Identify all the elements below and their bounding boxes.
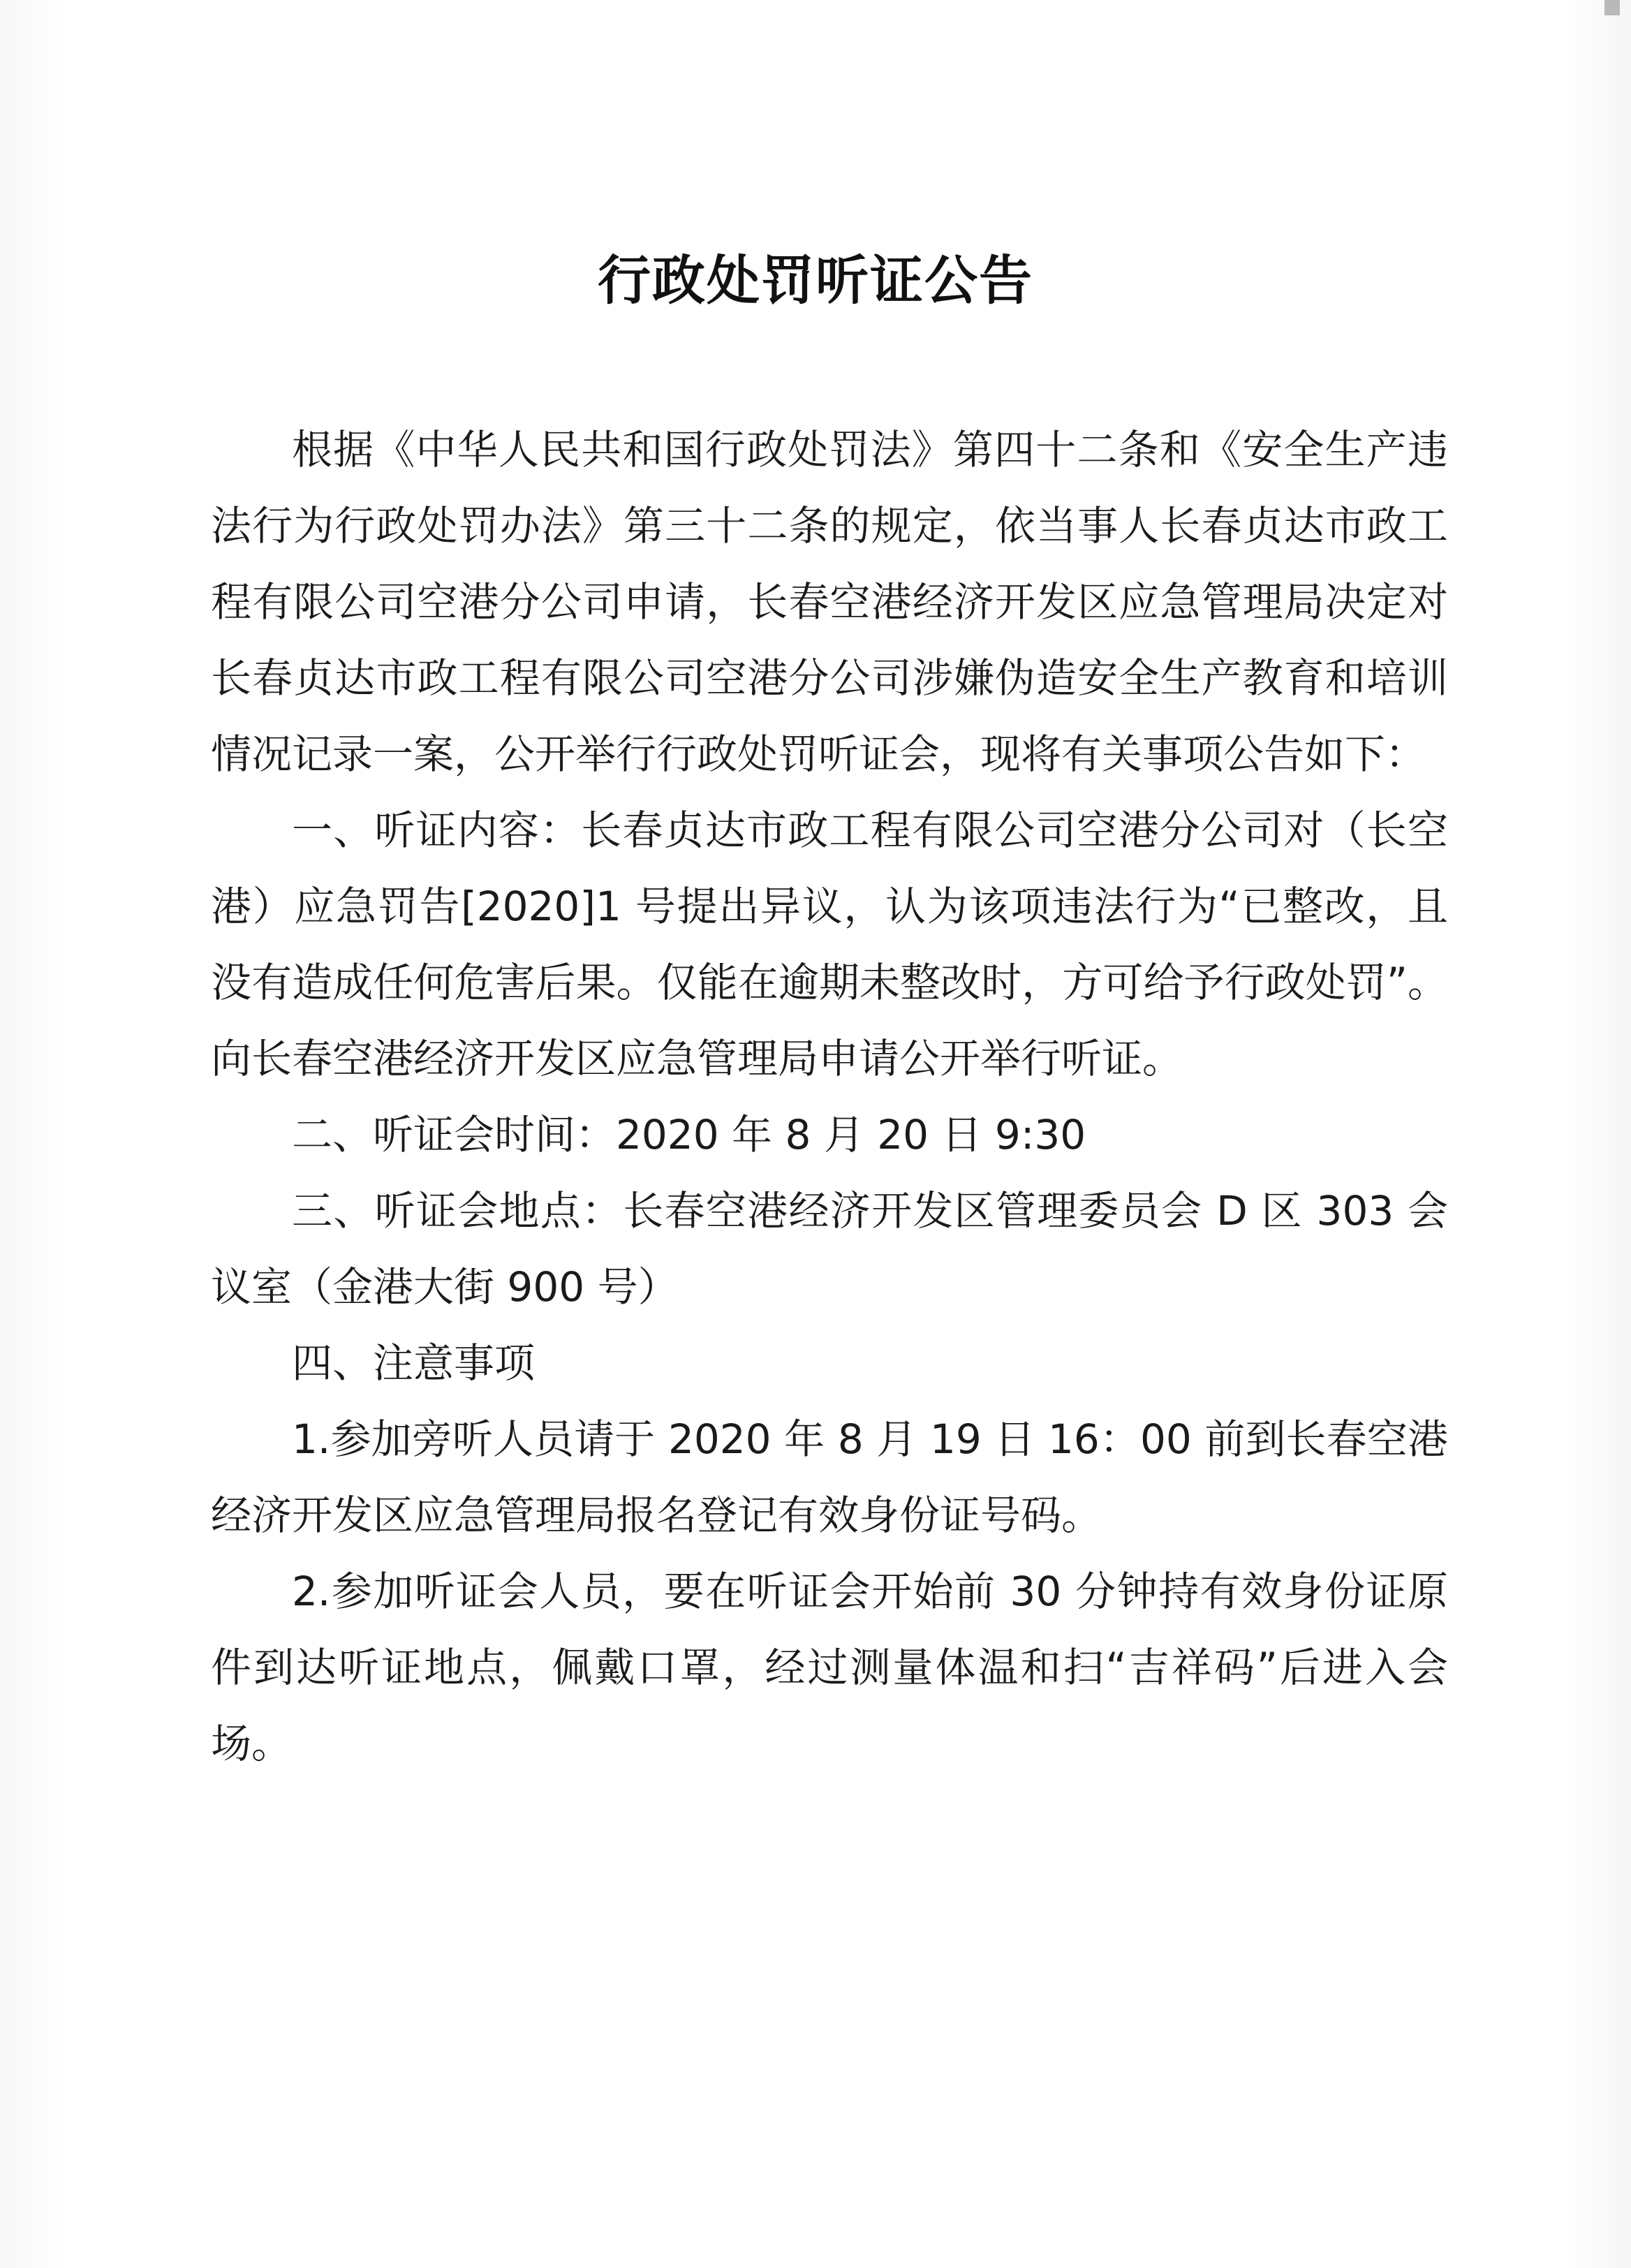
note-item-1: 1.参加旁听人员请于 2020 年 8 月 19 日 16：00 前到长春空港经济开发区应急管理局报名登记有效身份证号码。 xyxy=(211,1415,1448,1539)
hearing-content-paragraph: 一、听证内容：长春贞达市政工程有限公司空港分公司对（长空港）应急罚告[2020]1 号提出异议，认为该项违法行为“已整改，且没有造成任何危害后果。仅能在逾期未整改时，方可给予行政处罚”。向长春空港经济开发区应急管理局申请公开举行听证。 xyxy=(211,807,1448,1082)
hearing-time-paragraph: 二、听证会时间：2020 年 8 月 20 日 9:30 xyxy=(292,1111,1086,1158)
intro-paragraph: 根据《中华人民共和国行政处罚法》第四十二条和《安全生产违法行为行政处罚办法》第三十二条的规定，依当事人长春贞达市政工程有限公司空港分公司申请，长春空港经济开发区应急管理局决定对长春贞达市政工程有限公司空港分公司涉嫌伪造安全生产教育和培训情况记录一案，公开举行行政处罚听证会，现将有关事项公告如下： xyxy=(211,426,1448,778)
notes-heading: 四、注意事项 xyxy=(292,1339,536,1387)
scan-corner-mark xyxy=(1604,0,1620,15)
page-title: 行政处罚听证公告 xyxy=(598,249,1033,311)
note-item-2: 2.参加听证会人员，要在听证会开始前 30 分钟持有效身份证原件到达听证地点，佩戴口罩，经过测量体温和扫“吉祥码”后进入会场。 xyxy=(211,1568,1448,1767)
hearing-location-paragraph: 三、听证会地点：长春空港经济开发区管理委员会 D 区 303 会议室（金港大街 900 号） xyxy=(211,1187,1448,1311)
notice-body xyxy=(211,412,1448,1782)
